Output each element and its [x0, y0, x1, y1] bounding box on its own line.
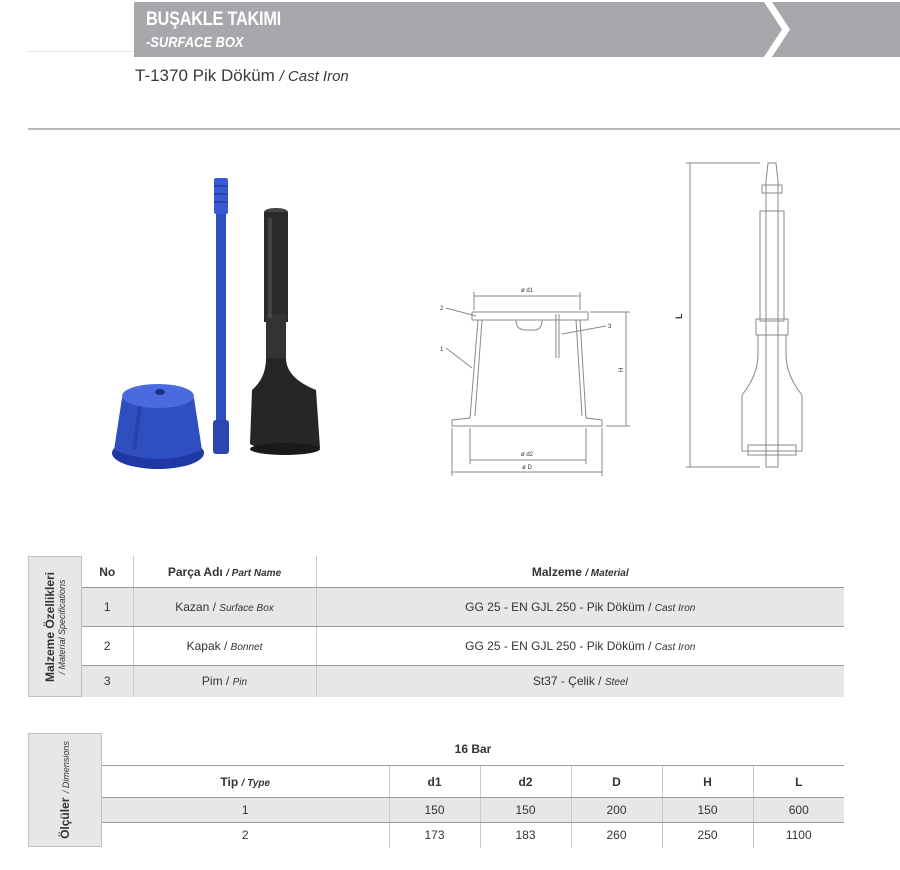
product-code [135, 66, 349, 86]
label-d1: ø d1 [520, 288, 534, 294]
label-part-1: 1 [440, 347, 444, 353]
material-side-subtitle: / Material Specifications [57, 578, 67, 675]
header-L: L [753, 766, 844, 798]
table-row: 1 150 150 200 150 600 [102, 798, 844, 823]
header-no: No [82, 556, 133, 588]
blue-rod [213, 178, 229, 454]
cross-section-drawing [430, 280, 650, 480]
table-row: 2 Kapak / Bonnet GG 25 - EN GJL 250 - Pik Döküm / Cast Iron [82, 627, 844, 666]
dimension-side-title: Ölçüler [58, 797, 72, 839]
header-d1: d1 [389, 766, 480, 798]
material-side-title: Malzeme Özellikleri [43, 571, 57, 682]
header-H: H [662, 766, 753, 798]
black-pipe [250, 208, 320, 455]
page-subtitle: -SURFACE BOX [146, 34, 244, 51]
pressure-rating: 16 Bar [102, 733, 844, 766]
label-d2: ø d2 [520, 452, 534, 458]
dimension-table [102, 733, 844, 848]
dimension-side-subtitle: / Dimensions [61, 741, 71, 794]
header-part-name: Parça Adı / Part Name [133, 556, 316, 588]
material-side-label [28, 556, 82, 697]
product-code-text: T-1370 Pik Döküm [135, 66, 275, 85]
page-title: BUŞAKLE TAKIMI [146, 9, 281, 30]
header-material: Malzeme / Material [316, 556, 844, 588]
blue-surface-box [112, 384, 204, 469]
label-H: H [619, 367, 625, 372]
header-rule-left [28, 51, 134, 52]
material-table [82, 556, 844, 697]
label-part-3: 3 [608, 324, 612, 330]
product-photo [100, 168, 340, 478]
table-row: 1 Kazan / Surface Box GG 25 - EN GJL 250 - Pik Döküm / Cast Iron [82, 588, 844, 627]
header-type: Tip / Type [102, 766, 389, 798]
product-material-text: / Cast Iron [279, 68, 349, 85]
header-D: D [571, 766, 662, 798]
header-d2: d2 [480, 766, 571, 798]
label-L: L [674, 313, 684, 319]
assembly-drawing [670, 155, 820, 475]
section-divider [28, 128, 900, 130]
label-D: ø D [522, 465, 532, 471]
dimension-side-label [28, 733, 102, 847]
table-row: 3 Pim / Pin St37 - Çelik / Steel [82, 666, 844, 697]
label-part-2: 2 [440, 306, 444, 312]
table-row: 2 173 183 260 250 1100 [102, 823, 844, 848]
chevron-right-icon [764, 2, 804, 57]
